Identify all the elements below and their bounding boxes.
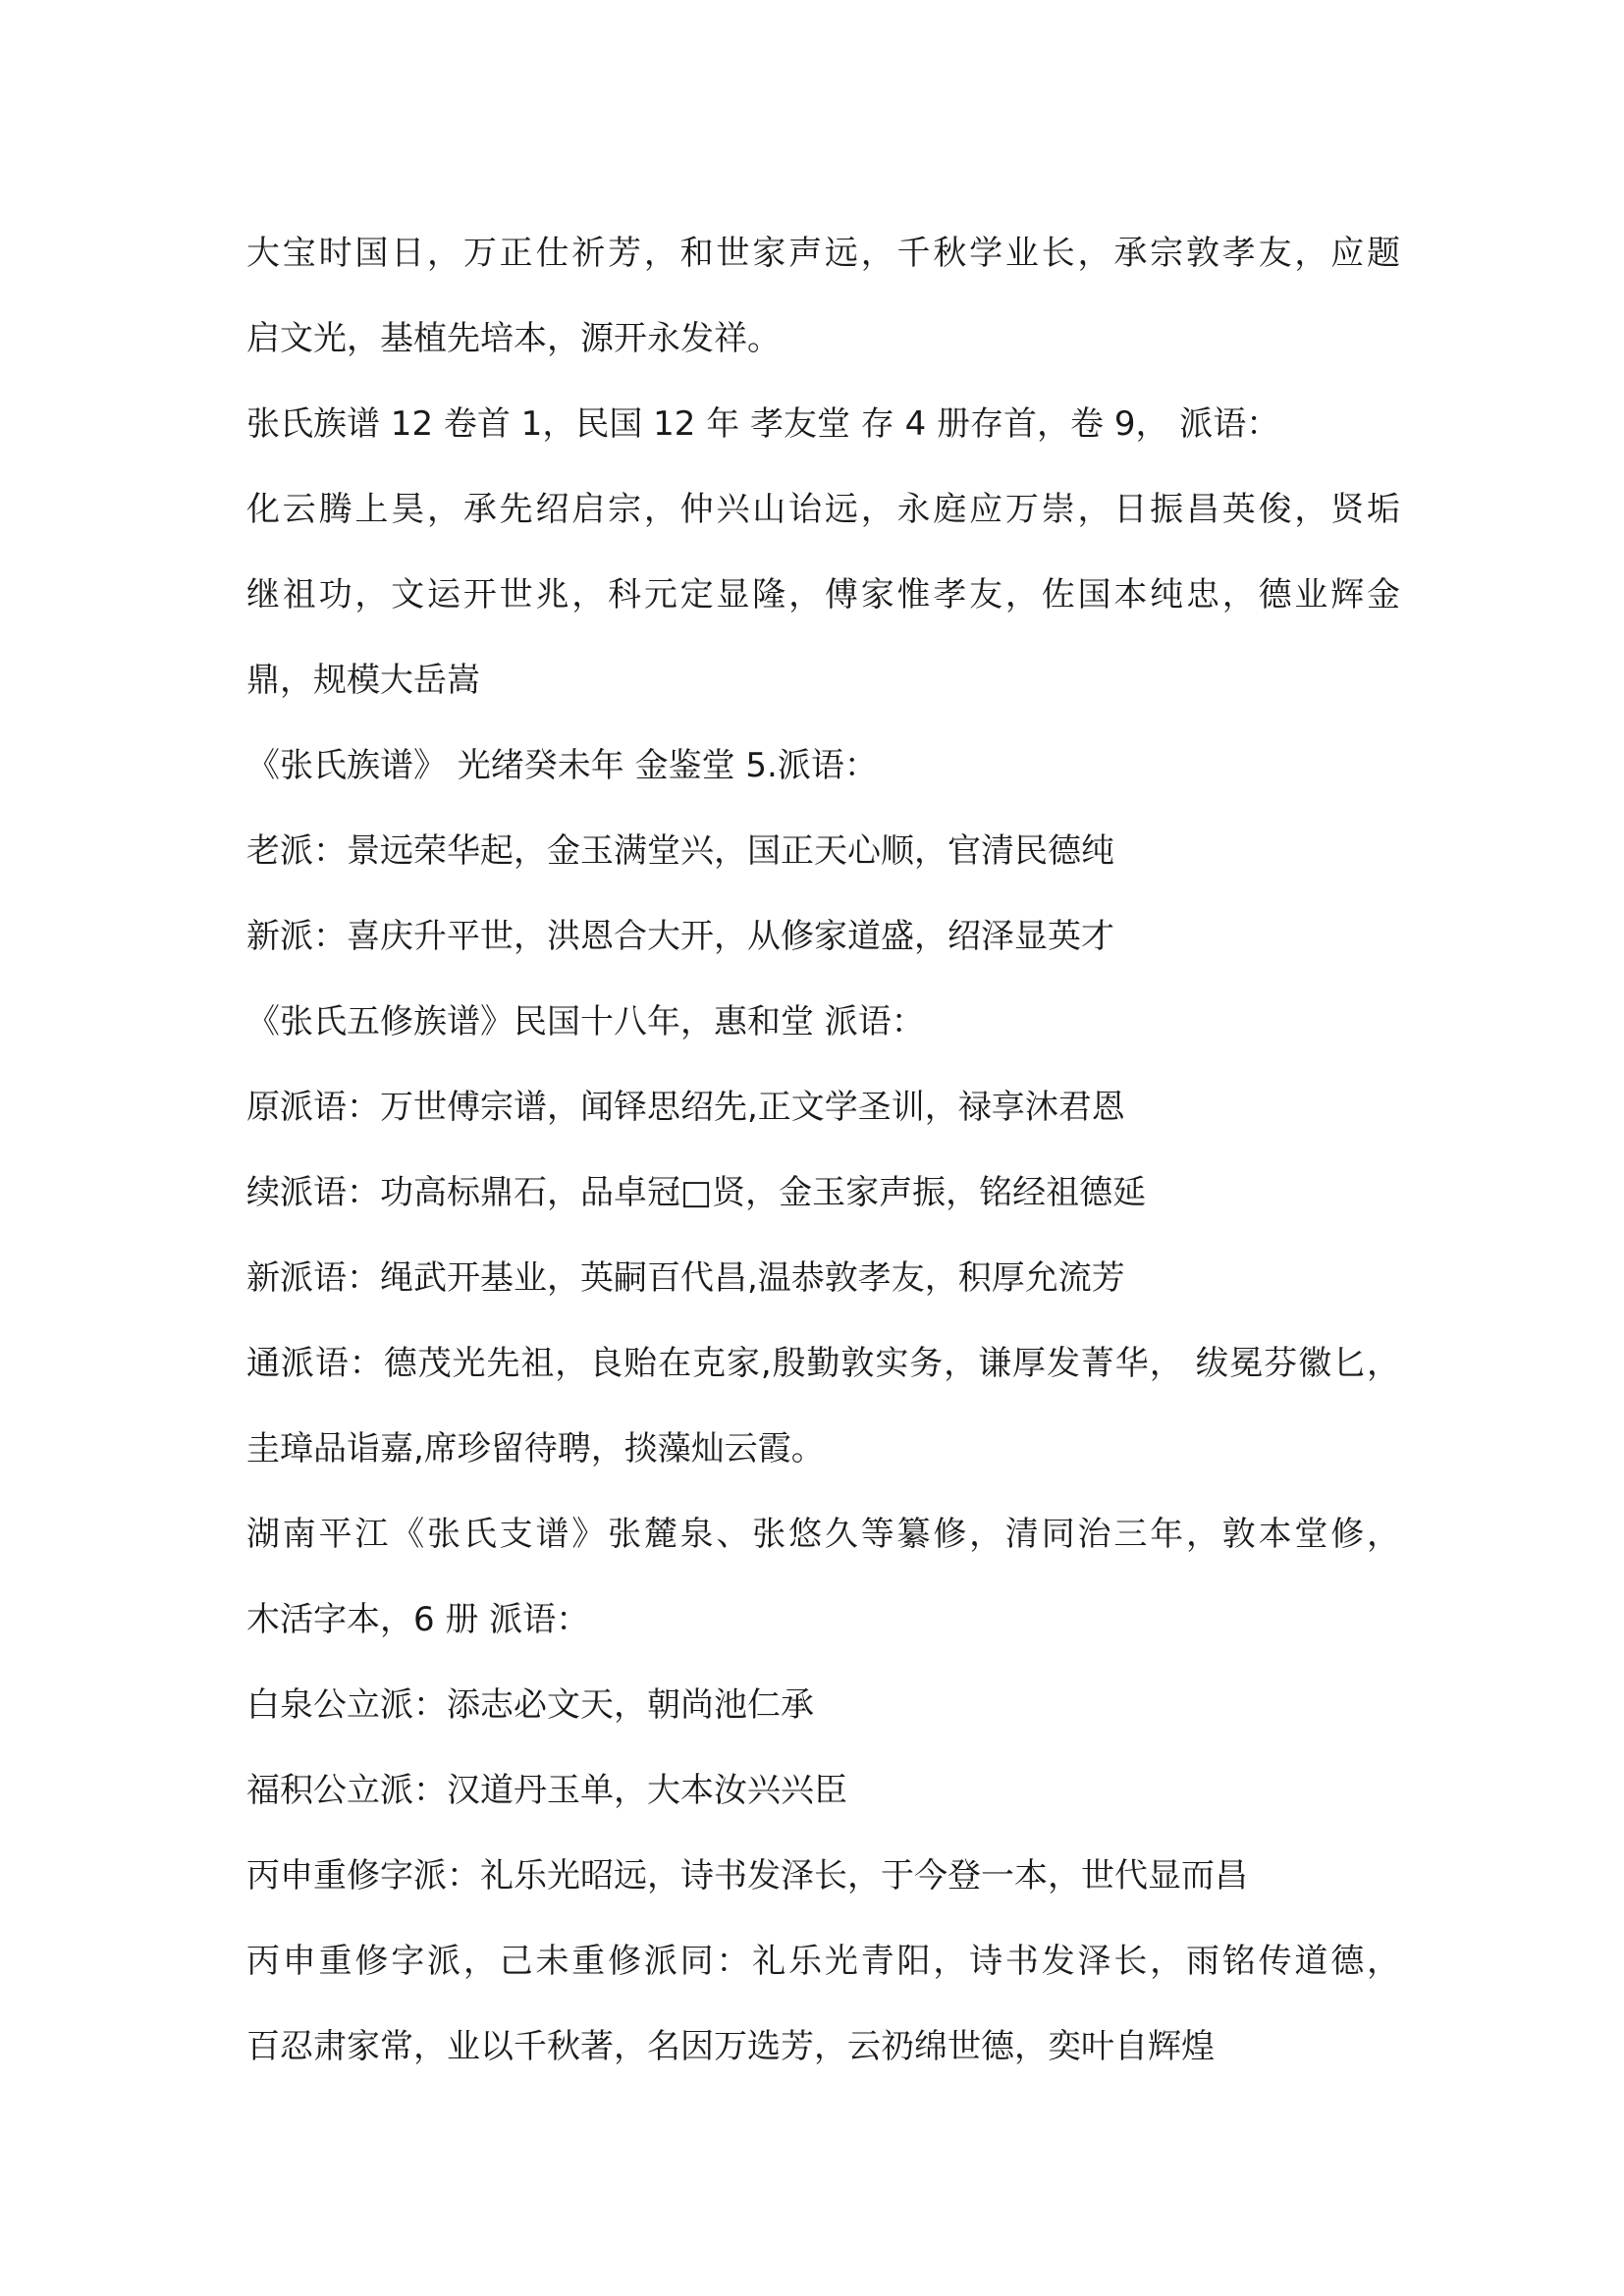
text-line-20: 丙申重修字派：礼乐光昭远，诗书发泽长，于今登一本，世代显而昌 [246,1856,1248,1896]
text-line-17: 木活字本，6 册 派语： [246,1600,590,1639]
text-line-14: 通派语：德茂光先祖，良贻在克家,殷勤敦实务，谦厚发菁华， 绂冕芬徽匕， [246,1344,1400,1383]
text-line-2: 启文光，基植先培本，源开永发祥。 [246,319,781,358]
text-line-21: 丙申重修字派，己未重修派同：礼乐光青阳，诗书发泽长，雨铭传道德， [246,1942,1400,1981]
genealogy-text-body [246,211,1400,2090]
text-line-7: 《张氏族谱》 光绪癸未年 金鉴堂 5.派语： [246,746,878,785]
text-line-5: 继祖功，文运开世兆，科元定显隆，傅家惟孝友，佐国本纯忠，德业辉金 [246,575,1400,614]
text-line-13: 新派语：绳武开基业，英嗣百代昌,温恭敦孝友，积厚允流芳 [246,1258,1125,1298]
text-line-18: 白泉公立派：添志必文天，朝尚池仁承 [246,1685,814,1725]
text-line-6: 鼎，规模大岳嵩 [246,661,480,700]
text-line-4: 化云腾上昊，承先绍启宗，仲兴山诒远，永庭应万崇，日振昌英俊，贤垢 [246,490,1400,529]
text-line-3: 张氏族谱 12 卷首 1，民国 12 年 孝友堂 存 4 册存首，卷 9， 派语： [246,404,1280,444]
text-line-8: 老派：景远荣华起，金玉满堂兴，国正天心顺，官清民德纯 [246,831,1114,871]
text-line-16: 湖南平江《张氏支谱》张麓泉、张悠久等纂修，清同治三年，敦本堂修， [246,1515,1400,1554]
text-line-9: 新派：喜庆升平世，洪恩合大开，从修家道盛，绍泽显英才 [246,917,1114,956]
text-line-1: 大宝时国日，万正仕祈芳，和世家声远，千秋学业长，承宗敦孝友，应题 [246,234,1400,273]
text-line-15: 圭璋品诣嘉,席珍留待聘，掞藻灿云霞。 [246,1429,825,1468]
text-line-12: 续派语：功高标鼎石，品卓冠□贤，金玉家声振，铭经祖德延 [246,1173,1147,1212]
text-line-11: 原派语：万世傅宗谱，闻铎思绍先,正文学圣训，禄享沐君恩 [246,1088,1125,1127]
text-line-10: 《张氏五修族谱》民国十八年，惠和堂 派语： [246,1002,925,1041]
text-line-19: 福积公立派：汉道丹玉单，大本汝兴兴臣 [246,1771,847,1810]
text-line-22: 百忍肃家常，业以千秋著，名因万选芳，云礽绵世德，奕叶自辉煌 [246,2027,1215,2066]
